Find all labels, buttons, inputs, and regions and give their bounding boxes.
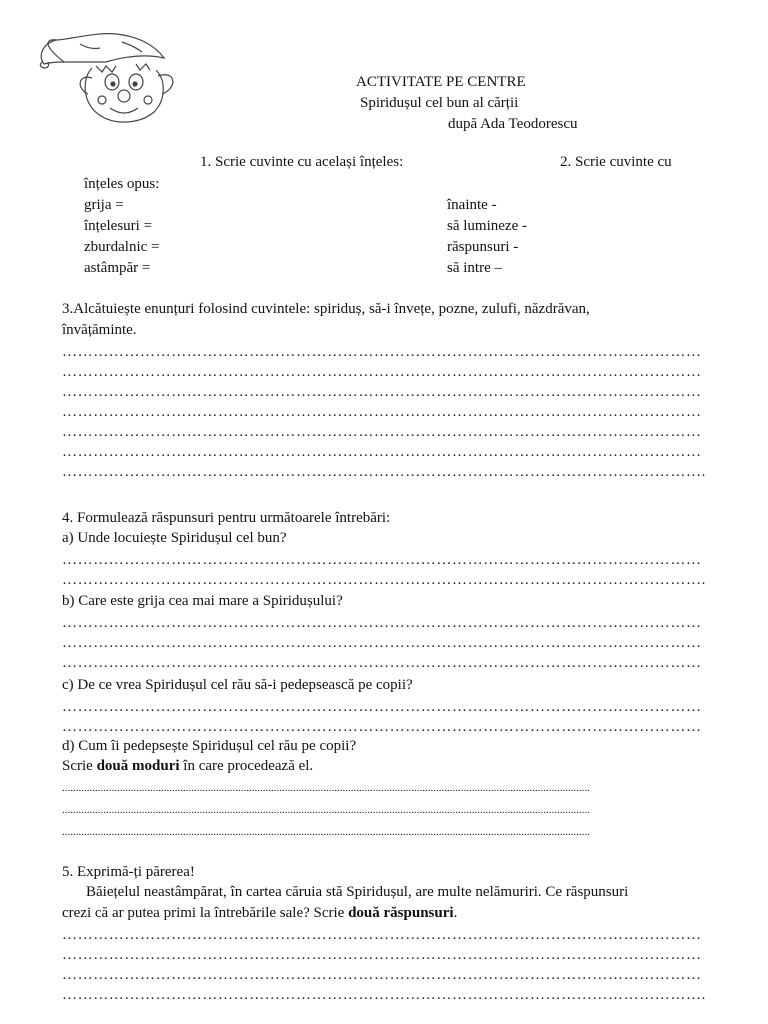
- instruction-emphasis: două moduri: [96, 758, 180, 774]
- antonym-item: înainte -: [447, 197, 497, 213]
- exercise-5-heading: 5. Exprimă-ți părerea!: [62, 864, 195, 880]
- answer-line[interactable]: ................................................................................................................................................................................................: [62, 782, 590, 794]
- instruction-text: în care procedează el.: [179, 758, 314, 774]
- question-d-instruction: [62, 756, 313, 776]
- answer-line[interactable]: ……………………………………………………………………………………………………………: [62, 655, 702, 671]
- synonym-item: înțelesuri =: [84, 218, 153, 234]
- elf-illustration: [36, 18, 196, 130]
- instruction-text: crezi că ar putea primi la întrebările sale? Scrie: [62, 905, 349, 921]
- exercise-2-heading-part1: 2. Scrie cuvinte cu: [560, 154, 672, 170]
- exercise-4-heading: 4. Formulează răspunsuri pentru următoarele întrebări:: [62, 510, 391, 526]
- answer-line[interactable]: ……………………………………………………………………………………………………………: [62, 615, 702, 631]
- question-a: a) Unde locuiește Spiridușul cel bun?: [62, 530, 287, 546]
- answer-line[interactable]: ……………………………………………………………………………………………………………: [62, 424, 702, 440]
- answer-line[interactable]: ……………………………………………………………………………………………………………: [62, 384, 702, 400]
- answer-line[interactable]: ……………………………………………………………………………………………………………: [62, 344, 702, 360]
- exercise-5-text: Băiețelul neastâmpărat, în cartea căruia stă Spiridușul, are multe nelămuriri. Ce răspunsuri: [86, 884, 629, 900]
- answer-line[interactable]: …………………………………………………………………………………………………………….: [62, 572, 706, 588]
- antonym-item: răspunsuri -: [447, 239, 519, 255]
- answer-line[interactable]: ……………………………………………………………………………………………………………: [62, 967, 702, 983]
- answer-line[interactable]: ……………………………………………………………………………………………………………: [62, 552, 702, 568]
- antonym-item: să lumineze -: [447, 218, 527, 234]
- synonym-item: zburdalnic =: [84, 239, 160, 255]
- answer-line[interactable]: ……………………………………………………………………………………………………………: [62, 927, 702, 943]
- exercise-5-text-cont: [62, 903, 457, 923]
- answer-line[interactable]: ……………………………………………………………………………………………………………: [62, 404, 702, 420]
- synonym-item: grija =: [84, 197, 124, 213]
- question-b: b) Care este grija cea mai mare a Spiridușului?: [62, 593, 343, 609]
- instruction-emphasis: două răspunsuri: [348, 905, 454, 921]
- instruction-text: Scrie: [62, 758, 97, 774]
- question-d: d) Cum îi pedepsește Spiridușul cel rău pe copii?: [62, 738, 357, 754]
- worksheet-subtitle: Spiridușul cel bun al cărții: [360, 95, 519, 111]
- answer-line[interactable]: ……………………………………………………………………………………………………………: [62, 444, 702, 460]
- antonym-item: să intre –: [447, 260, 502, 276]
- exercise-1-heading: 1. Scrie cuvinte cu același înțeles:: [200, 154, 404, 170]
- answer-line[interactable]: ……………………………………………………………………………………………………………: [62, 364, 702, 380]
- instruction-text: .: [453, 905, 458, 921]
- synonym-item: astâmpăr =: [84, 260, 151, 276]
- answer-line[interactable]: ……………………………………………………………………………………………………………: [62, 719, 702, 735]
- answer-line[interactable]: ……………………………………………………………………………………………………………: [62, 635, 702, 651]
- answer-line[interactable]: ................................................................................................................................................................................................: [62, 826, 590, 838]
- worksheet-author: după Ada Teodorescu: [448, 116, 578, 132]
- answer-line[interactable]: ……………………………………………………………………………………………………………: [62, 947, 702, 963]
- answer-line[interactable]: ................................................................................................................................................................................................: [62, 804, 590, 816]
- exercise-3-instruction-cont: învățăminte.: [62, 322, 137, 338]
- worksheet-title: ACTIVITATE PE CENTRE: [356, 74, 526, 90]
- answer-line[interactable]: …………………………………………………………………………………………………………….: [62, 464, 706, 480]
- answer-line[interactable]: ……………………………………………………………………………………………………………: [62, 699, 702, 715]
- exercise-3-instruction: 3.Alcătuiește enunțuri folosind cuvintele: spiriduș, să-i învețe, pozne, zulufi, năzdrăvan,: [62, 301, 590, 317]
- answer-line[interactable]: …………………………………………………………………………………………………………….: [62, 987, 706, 1003]
- question-c: c) De ce vrea Spiridușul cel rău să-i pedepsească pe copii?: [62, 677, 413, 693]
- exercise-2-heading-part2: înțeles opus:: [84, 176, 160, 192]
